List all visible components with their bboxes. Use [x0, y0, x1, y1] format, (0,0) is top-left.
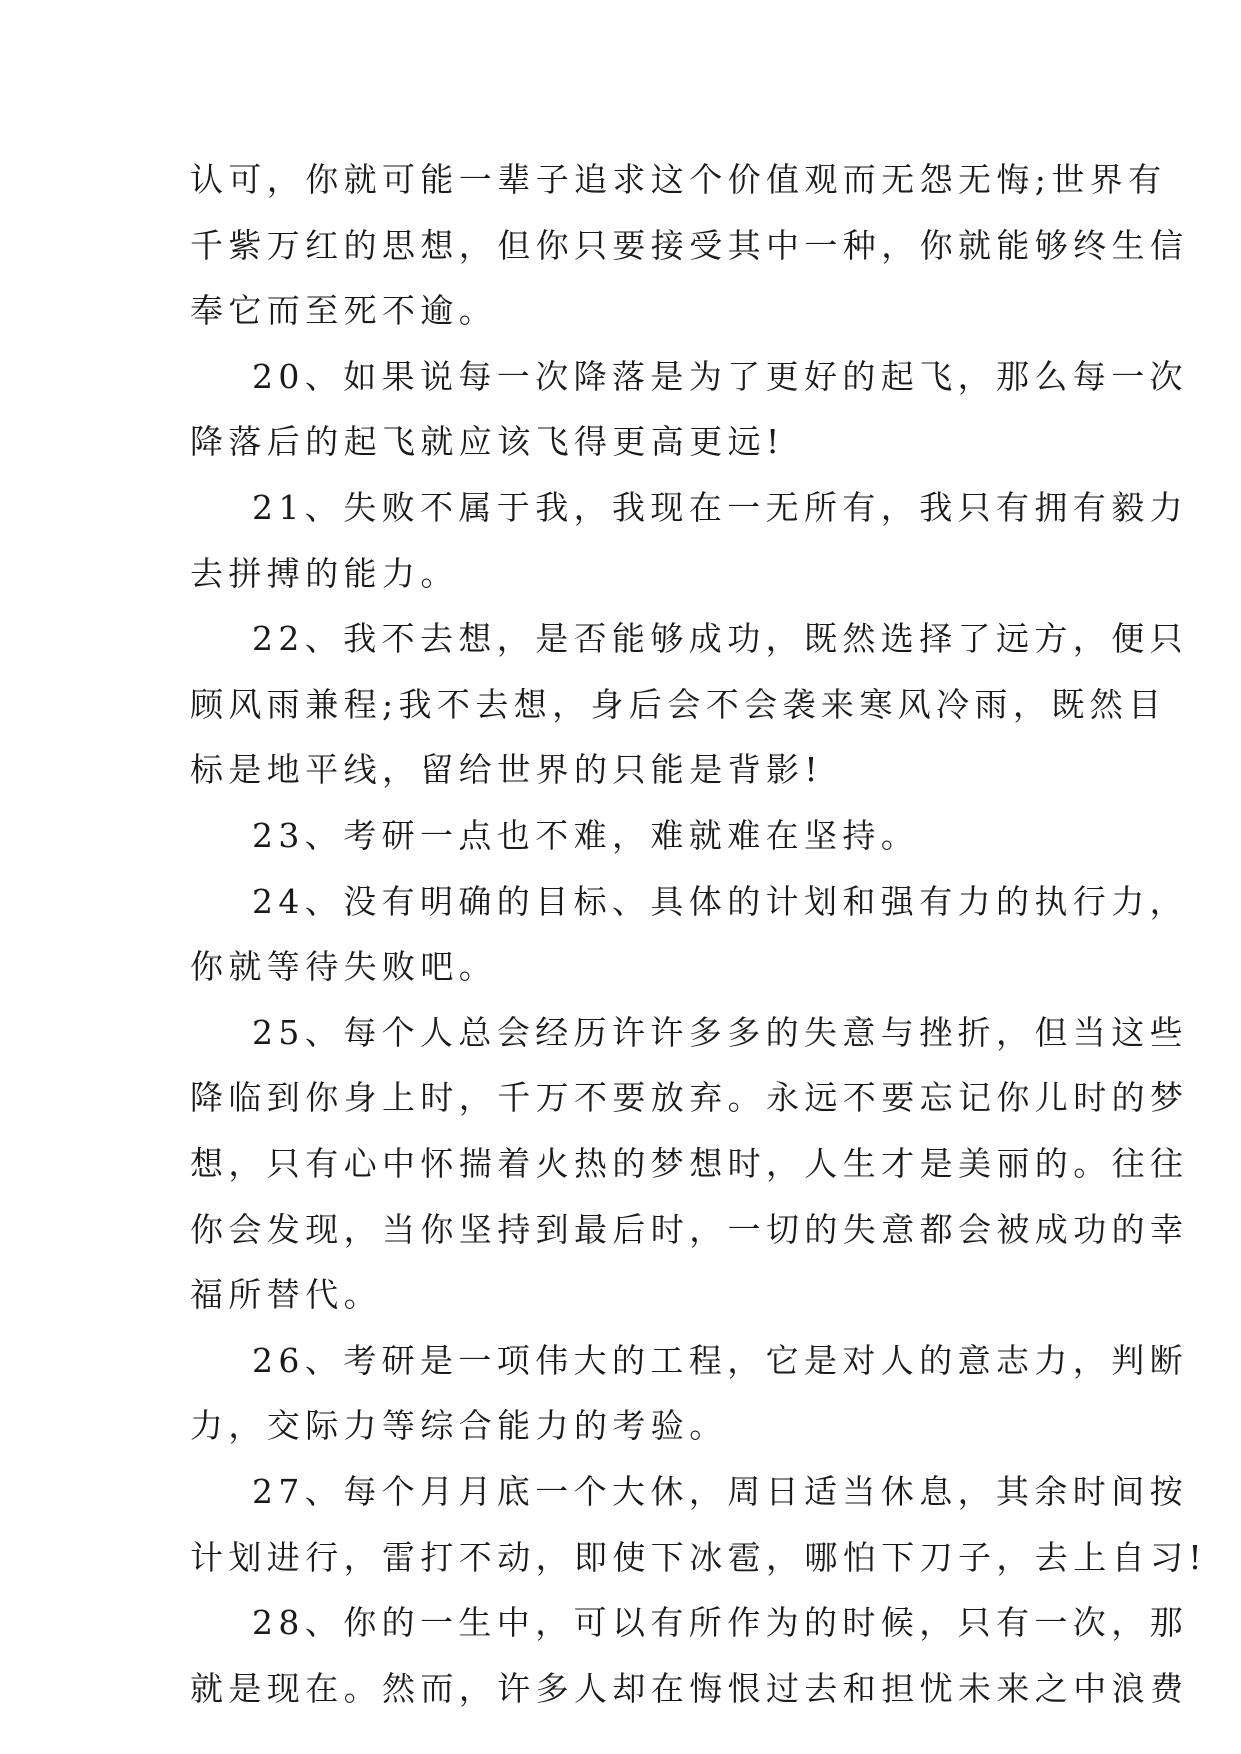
text-line: 计划进行，雷打不动，即使下冰雹，哪怕下刀子，去上自习!	[190, 1537, 1208, 1577]
text-line: 降落后的起飞就应该飞得更高更远!	[190, 422, 785, 462]
paragraph-start-line: 20、如果说每一次降落是为了更好的起飞，那么每一次	[252, 356, 1188, 396]
text-line: 标是地平线，留给世界的只能是背影!	[190, 750, 824, 790]
paragraph-start-line: 21、失败不属于我，我现在一无所有，我只有拥有毅力	[252, 488, 1188, 527]
text-line: 降临到你身上时，千万不要放弃。永远不要忘记你儿时的梦	[190, 1078, 1189, 1118]
paragraph-start-line: 26、考研是一项伟大的工程，它是对人的意志力，判断	[252, 1340, 1188, 1380]
text-line: 千紫万红的思想，但你只要接受其中一种，你就能够终生信	[190, 225, 1189, 265]
text-line: 顾风雨兼程;我不去想，身后会不会袭来寒风冷雨，既然目	[190, 684, 1167, 724]
paragraph-start-line: 25、每个人总会经历许许多多的失意与挫折，但当这些	[252, 1012, 1188, 1052]
text-line: 想，只有心中怀揣着火热的梦想时，人生才是美丽的。往往	[190, 1144, 1189, 1183]
paragraph-start-line: 24、没有明确的目标、具体的计划和强有力的执行力，	[252, 881, 1188, 921]
paragraph-start-line: 22、我不去想，是否能够成功，既然选择了远方，便只	[252, 619, 1188, 659]
paragraph-start-line: 28、你的一生中，可以有所作为的时候，只有一次，那	[252, 1603, 1188, 1643]
text-line: 就是现在。然而，许多人却在悔恨过去和担忧未来之中浪费	[190, 1668, 1189, 1708]
text-line: 去拼搏的能力。	[190, 553, 459, 593]
paragraph-start-line: 27、每个月月底一个大休，周日适当休息，其余时间按	[252, 1472, 1188, 1511]
text-line: 奉它而至死不逾。	[190, 291, 498, 331]
text-line: 力，交际力等综合能力的考验。	[190, 1406, 728, 1446]
text-line: 认可，你就可能一辈子追求这个价值观而无怨无悔;世界有	[190, 160, 1167, 199]
text-line: 你会发现，当你坚持到最后时，一切的失意都会被成功的幸	[190, 1209, 1189, 1249]
text-line: 你就等待失败吧。	[190, 947, 498, 987]
text-line: 福所替代。	[190, 1275, 382, 1315]
paragraph-start-line: 23、考研一点也不难，难就难在坚持。	[252, 816, 920, 855]
